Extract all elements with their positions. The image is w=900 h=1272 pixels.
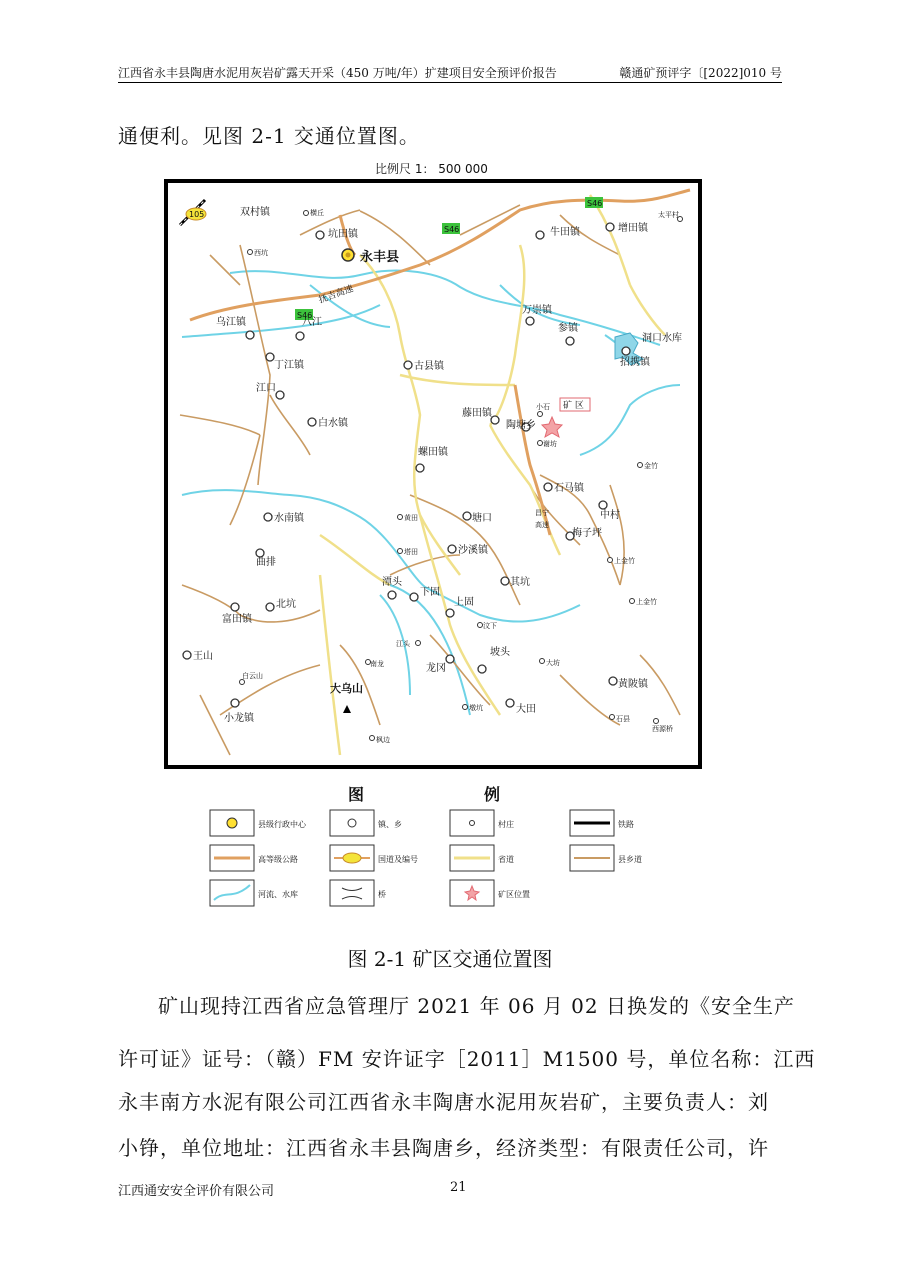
svg-text:南龙: 南龙 [370, 660, 384, 668]
svg-text:枫边: 枫边 [376, 736, 390, 744]
town-label: 上固 [454, 597, 474, 608]
map-scale: 比例尺 1： 500 000 [375, 162, 488, 176]
svg-text:白云山: 白云山 [242, 672, 263, 680]
town-label: 古县镇 [414, 361, 444, 372]
svg-text:昌宁: 昌宁 [535, 509, 549, 517]
svg-text:金竹: 金竹 [644, 462, 658, 470]
figure-caption: 图 2-1 矿区交通位置图 [347, 947, 553, 971]
town-label: 王山 [193, 651, 213, 662]
page-header [118, 62, 782, 83]
town-label: 坑田镇 [328, 229, 358, 240]
town-label: 潭头 [382, 577, 402, 588]
town-label: 梅子坪 [572, 528, 602, 539]
svg-text:高等级公路: 高等级公路 [258, 855, 298, 864]
town-label: 下固 [420, 587, 440, 598]
town-label: 水南镇 [274, 513, 304, 524]
svg-text:河流、水库: 河流、水库 [258, 890, 298, 899]
svg-text:S46: S46 [297, 311, 313, 320]
svg-text:S46: S46 [587, 199, 603, 208]
svg-text:石县: 石县 [616, 715, 630, 723]
body-line-2: 许可证》证号：（赣）FM 安许证字［2011］M1500 号，单位名称：江西 [118, 1047, 816, 1071]
expressway-label: 抚吉高速 [317, 284, 355, 306]
route-shield-g105 [186, 208, 206, 220]
town-label: 万崇镇 [522, 305, 552, 316]
svg-text:塔田: 塔田 [404, 548, 418, 556]
town-label: 双村镇 [240, 207, 270, 218]
town-label: 八江 [302, 317, 322, 328]
town-label: 江口 [256, 383, 276, 394]
town-label: 小龙镇 [224, 713, 254, 724]
svg-text:铁路: 铁路 [618, 820, 634, 829]
route-shield-s46-right [585, 197, 603, 208]
footer-company: 江西通安安全评价有限公司 [118, 1184, 275, 1199]
town-label: 大田 [516, 704, 536, 715]
svg-text:桥: 桥 [378, 890, 386, 899]
town-label: 陶塘乡 [506, 420, 536, 431]
town-label: 中村 [600, 510, 620, 521]
header-title: 江西省永丰县陶唐水泥用灰岩矿露天开采（450 万吨/年）扩建项目安全预评价报告 [118, 66, 557, 80]
town-label: 白水镇 [318, 418, 348, 429]
town-label: 增田镇 [618, 223, 648, 234]
svg-text:矿区位置: 矿区位置 [498, 890, 530, 899]
svg-text:县乡道: 县乡道 [618, 855, 642, 864]
town-label: 参镇 [558, 323, 578, 334]
map-legend [210, 810, 642, 906]
svg-text:村庄: 村庄 [498, 820, 514, 829]
page-number: 21 [450, 1180, 467, 1195]
body-line-1: 矿山现持江西省应急管理厅 2021 年 06 月 02 日换发的《安全生产 [158, 994, 795, 1018]
intro-paragraph: 通便利。见图 2-1 交通位置图。 [118, 124, 420, 148]
town-label: 沙溪镇 [458, 545, 488, 556]
town-label: 其坑 [510, 577, 530, 588]
town-label: 洞口水库 [642, 333, 682, 344]
town-label: 黄陂镇 [618, 679, 648, 690]
route-shield-s46-top [442, 223, 460, 234]
svg-text:江头: 江头 [396, 640, 410, 648]
traffic-location-map [160, 155, 705, 935]
svg-text:S46: S46 [444, 225, 460, 234]
mine-label: 矿 区 [563, 401, 584, 411]
town-label: 龙冈 [426, 663, 446, 674]
county-seat-label: 永丰县 [360, 250, 400, 265]
mountain-label: 大乌山 [330, 682, 363, 695]
town-label: 藤田镇 [462, 408, 492, 419]
svg-text:黄田: 黄田 [404, 514, 418, 522]
svg-text:上金竹: 上金竹 [614, 557, 635, 565]
svg-text:县级行政中心: 县级行政中心 [258, 820, 306, 829]
svg-text:高速: 高速 [535, 521, 549, 529]
svg-text:镇、乡: 镇、乡 [378, 820, 402, 829]
legend-title-2: 例 [484, 785, 501, 804]
svg-text:汶下: 汶下 [483, 622, 497, 630]
svg-text:墩坑: 墩坑 [469, 704, 483, 712]
svg-text:小石: 小石 [536, 403, 550, 411]
town-label: 丁江镇 [274, 360, 304, 371]
svg-text:西源桥: 西源桥 [652, 725, 673, 733]
town-label: 富田镇 [222, 614, 252, 625]
town-label: 塘口 [472, 513, 492, 524]
svg-text:大坊: 大坊 [546, 659, 560, 667]
town-label: 北坑 [276, 599, 296, 610]
body-line-4: 小铮，单位地址：江西省永丰县陶唐乡，经济类型：有限责任公司，许 [118, 1136, 769, 1160]
town-label: 螺田镇 [418, 447, 448, 458]
svg-text:省道: 省道 [498, 855, 514, 864]
town-label: 招携镇 [620, 357, 650, 368]
svg-text:105: 105 [189, 210, 205, 219]
header-doc-number: 赣通矿预评字〔[2022]010 号 [619, 66, 782, 80]
county-seat-marker [342, 249, 354, 261]
legend-title-1: 图 [348, 785, 365, 804]
svg-text:横丘: 横丘 [310, 209, 324, 217]
town-label: 牛田镇 [550, 227, 580, 238]
svg-text:西坑: 西坑 [254, 249, 268, 257]
town-label: 乌江镇 [216, 317, 246, 328]
body-line-3: 永丰南方水泥有限公司江西省永丰陶唐水泥用灰岩矿，主要负责人：刘 [118, 1090, 769, 1114]
town-label: 曲排 [256, 557, 276, 568]
svg-text:国道及编号: 国道及编号 [378, 855, 418, 864]
town-label: 石马镇 [554, 483, 584, 494]
svg-text:上金竹: 上金竹 [636, 598, 657, 606]
svg-text:太平村: 太平村 [658, 211, 679, 219]
town-label: 坡头 [490, 647, 510, 658]
svg-text:谢坊: 谢坊 [543, 440, 557, 448]
